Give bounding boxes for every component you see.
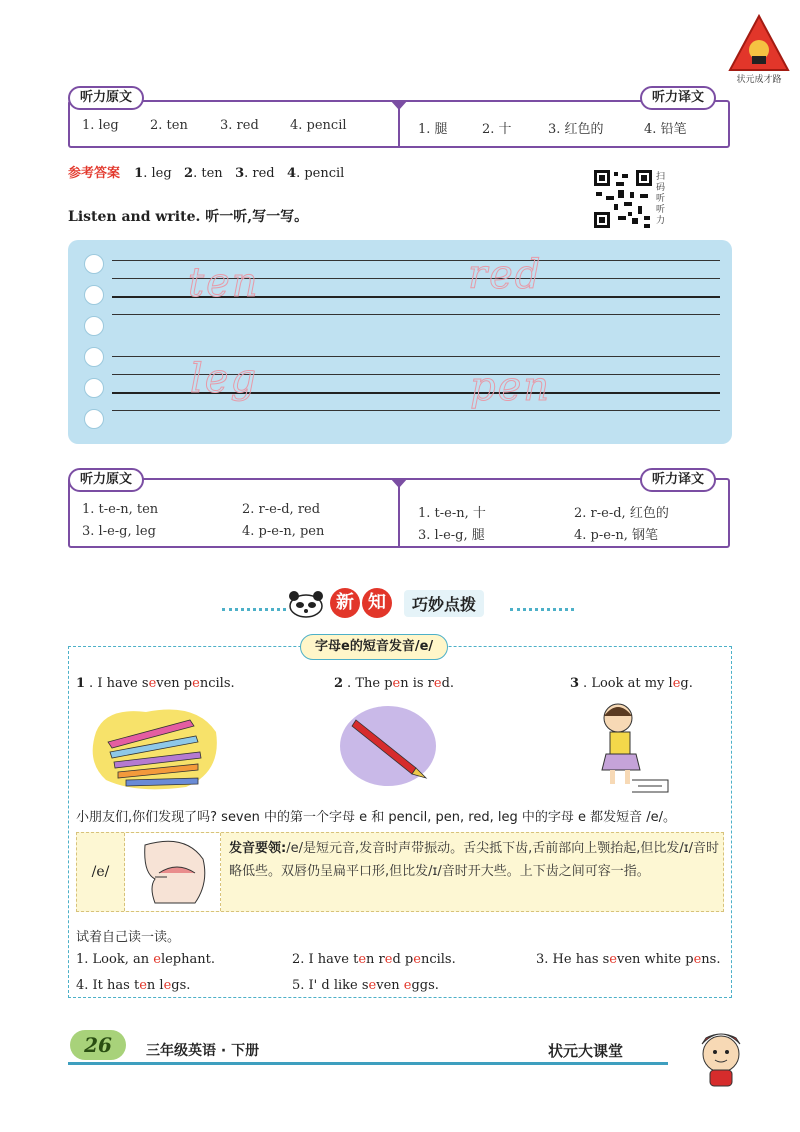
listen1-right-3: 3. 红色的	[548, 122, 604, 137]
listen1-right-2: 2. 十	[482, 122, 512, 137]
discovery-note: 小朋友们,你们发现了吗? seven 中的第一个字母 e 和 pencil, pen, red, leg 中的字母 e 都发短音 /e/。	[76, 810, 676, 825]
binder-hole	[84, 254, 104, 274]
qr-side-text: 扫码听听力	[656, 172, 666, 226]
reference-answer	[68, 162, 344, 181]
book-title: 三年级英语 · 下册	[146, 1043, 260, 1059]
answer-num: 3	[235, 166, 245, 181]
listen2-translation-tag: 听力译文	[640, 468, 716, 492]
answer-text: . ten	[193, 166, 223, 181]
answer-label: 参考答案	[68, 166, 121, 181]
listen1-left-2: 2. ten	[150, 118, 188, 133]
sentence-number: 2	[334, 676, 344, 691]
example-sentence-2: 2 . The pen is red.	[334, 676, 455, 691]
trace-word-red[interactable]: red	[468, 252, 543, 298]
listen1-source-tag: 听力原文	[68, 86, 144, 110]
answer-num: 4	[287, 166, 297, 181]
page-number: 26	[70, 1030, 126, 1060]
pronunciation-box	[76, 832, 724, 912]
listen2-right-3: 3. l-e-g, 腿	[418, 528, 485, 543]
qr-code[interactable]	[592, 168, 654, 230]
trace-word-ten[interactable]: ten	[188, 260, 260, 306]
practice-sentence-4: 4. It has ten legs.	[76, 978, 191, 993]
phonetic-symbol: /e/	[77, 833, 125, 911]
answer-num: 2	[184, 166, 194, 181]
mascot-icon	[690, 1024, 752, 1088]
listen2-left-3: 3. l-e-g, leg	[82, 524, 156, 539]
listen1-left-1: 1. leg	[82, 118, 119, 133]
listen1-left-4: 4. pencil	[290, 118, 347, 133]
writing-line	[112, 314, 720, 315]
listen2-left-1: 1. t-e-n, ten	[82, 502, 159, 517]
listen1-right-1: 1. 腿	[418, 122, 448, 137]
answer-num: 1	[134, 166, 144, 181]
sentence-number: 3	[570, 676, 580, 691]
practice-sentence-3: 3. He has seven white pens.	[536, 952, 721, 967]
listen1-right-4: 4. 铅笔	[644, 122, 687, 137]
pronunciation-tip: 发音要领:/e/是短元音,发音时声带振动。舌尖抵下齿,舌前部向上颚抬起,但比发/ɪ/音时略低些。双唇仍呈扁平口形,但比发/ɪ/音时开大些。上下齿之间可容一指。	[229, 841, 719, 879]
listen1-translation-tag: 听力译文	[640, 86, 716, 110]
answer-text: . red	[244, 166, 275, 181]
writing-line	[112, 410, 720, 411]
binder-hole	[84, 378, 104, 398]
listen1-left-3: 3. red	[220, 118, 259, 133]
trace-word-pen[interactable]: pen	[470, 364, 552, 410]
binder-hole	[84, 285, 104, 305]
brand-name: 状元大课堂	[548, 1042, 624, 1060]
section-divider-left	[222, 608, 286, 611]
answer-text: . pencil	[296, 166, 345, 181]
publisher-logo	[728, 14, 790, 84]
panda-icon	[286, 590, 326, 618]
sentence-number: 1	[76, 676, 86, 691]
practice-sentence-2: 2. I have ten red pencils.	[292, 952, 456, 967]
answer-text: . leg	[143, 166, 172, 181]
practice-sentence-1: 1. Look, an elephant.	[76, 952, 215, 967]
logo-text: 状元成才路	[736, 75, 782, 85]
trace-word-leg[interactable]: leg	[190, 356, 259, 402]
binder-hole	[84, 347, 104, 367]
example-sentence-3: 3 . Look at my leg.	[570, 676, 693, 691]
mouth-diagram	[125, 833, 221, 911]
writing-area	[68, 240, 732, 444]
listen2-right-1: 1. t-e-n, 十	[418, 506, 486, 521]
pencils-illustration	[86, 702, 222, 792]
listen2-right-2: 2. r-e-d, 红色的	[574, 506, 669, 521]
knowledge-bubble: 知	[362, 588, 392, 618]
binder-hole	[84, 409, 104, 429]
try-reading-label: 试着自己读一读。	[76, 930, 181, 945]
practice-sentence-5: 5. I' d like seven eggs.	[292, 978, 439, 993]
listen2-right-4: 4. p-e-n, 钢笔	[574, 528, 658, 543]
listen2-left-4: 4. p-e-n, pen	[242, 524, 325, 539]
listen2-source-tag: 听力原文	[68, 468, 144, 492]
section-header	[286, 588, 510, 620]
section-title: 巧妙点拨	[404, 590, 484, 617]
pen-illustration	[336, 702, 440, 788]
listen2-left-2: 2. r-e-d, red	[242, 502, 321, 517]
footer-rule	[68, 1062, 668, 1065]
listening-box-1	[68, 100, 730, 148]
new-bubble: 新	[330, 588, 360, 618]
section-divider-right	[510, 608, 574, 611]
example-sentence-1: 1 . I have seven pencils.	[76, 676, 235, 691]
binder-hole	[84, 316, 104, 336]
girl-illustration	[592, 696, 672, 796]
listening-box-2	[68, 478, 730, 548]
exercise-instruction: Listen and write. 听一听,写一写。	[68, 209, 309, 225]
topic-pill: 字母e的短音发音/e/	[300, 634, 448, 660]
